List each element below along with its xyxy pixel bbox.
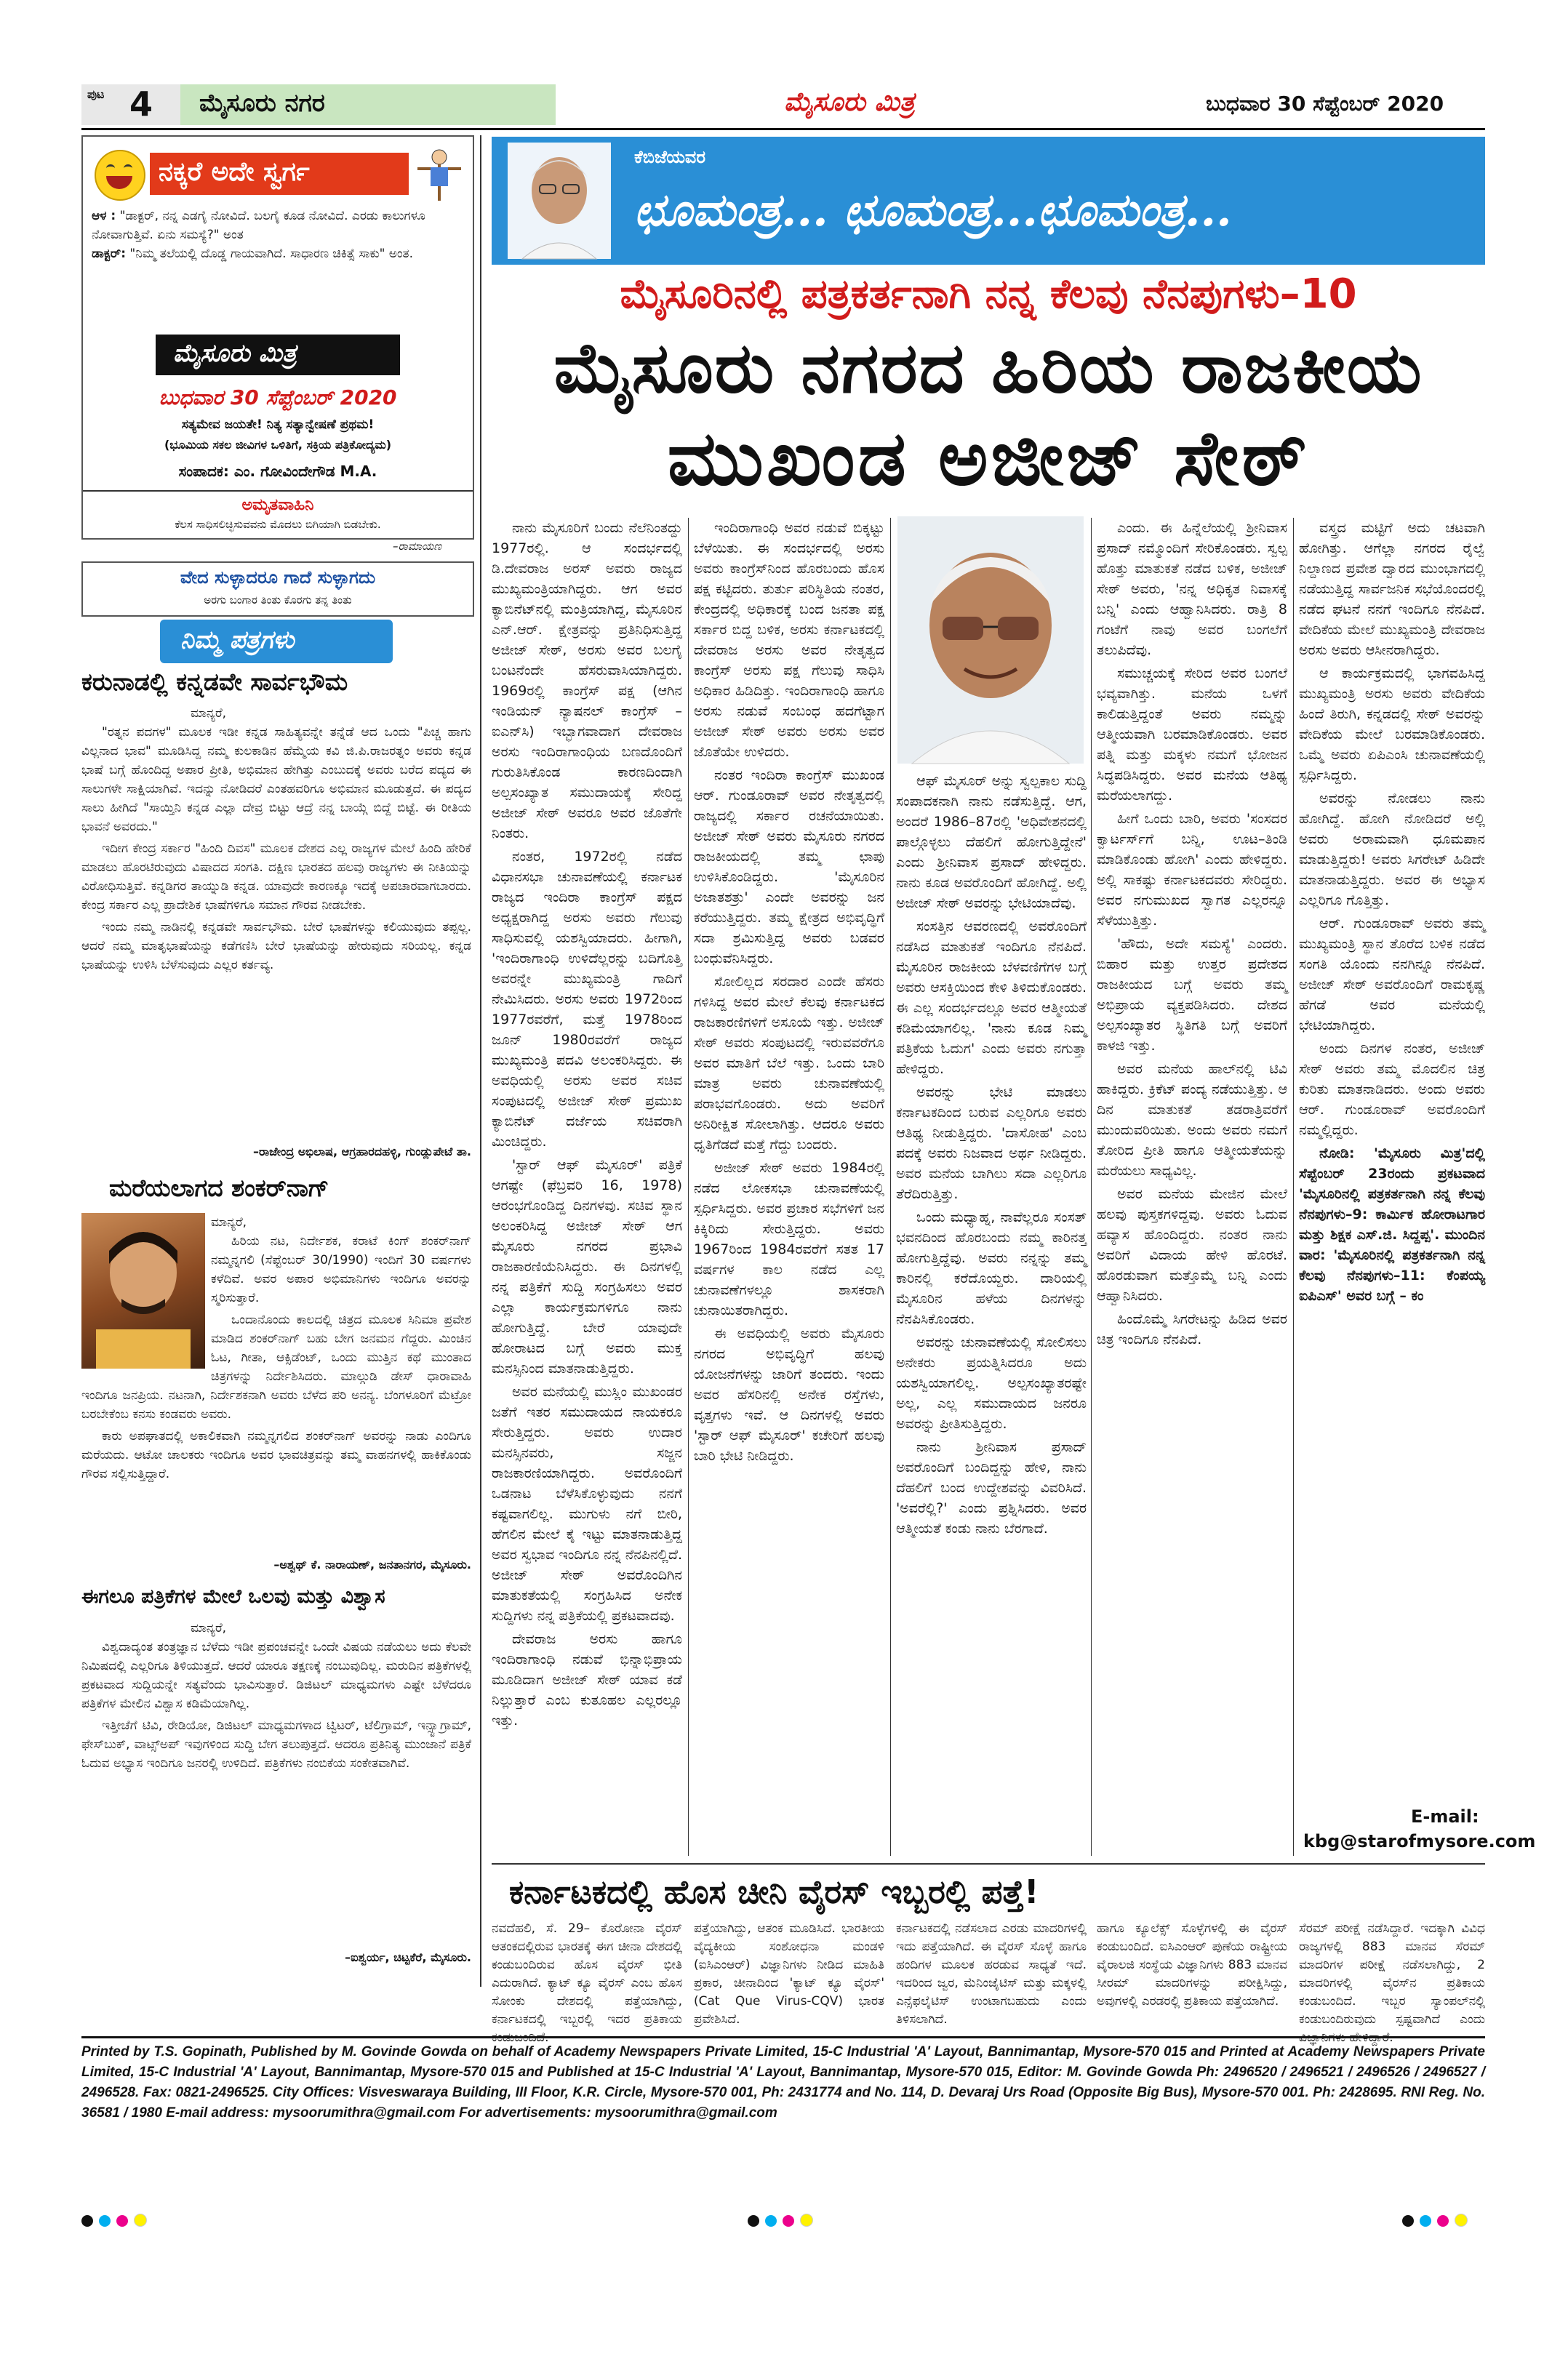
reg-dot-yellow (800, 2214, 813, 2227)
kbj-column-4 (1097, 518, 1287, 1856)
laugh-emoji-icon (95, 150, 145, 201)
letters-banner (160, 620, 393, 663)
joke-box-rule (83, 490, 473, 492)
amrutha-text: ಕೆಲಸ ಸಾಧಿಸಲಿಚ್ಛಿಸುವವನು ಮೊದಲು ಬಿಗಿಯಾಗಿ ಬಿಡಬೇಕು. (175, 518, 381, 531)
section-title: ಮೈಸೂರು ನಗರ (199, 89, 325, 118)
letter-1-p2: ಇದೀಗ ಕೇಂದ್ರ ಸರ್ಕಾರ "ಹಿಂದಿ ದಿವಸ" ಮೂಲಕ ದೇಶದ ಎಲ್ಲ ರಾಜ್ಯಗಳ ಮೇಲೆ ಹಿಂದಿ ಹೇರಿಕೆ ಮಾಡಲು ಹೊರಟಿರುವುದು ವಿಷಾದದ ಸಂಗತಿ. ದಕ್ಷಿಣ ಭಾರತದ ಹಲವು ರಾಜ್ಯಗಳು ಈ ನೀತಿಯನ್ನು ವಿರೋಧಿಸುತ್ತಿವೆ. ಕನ್ನಡಿಗರ ತಾಯ್ನುಡಿ ಕನ್ನಡ. ಯಾವುದೇ ಕಾರಣಕ್ಕೂ ಇದಕ್ಕೆ ಅಪಚಾರವಾಗಬಾರದು. ಕೇಂದ್ರ ಸರ್ಕಾರ ಎಲ್ಲ ಪ್ರಾದೇಶಿಕ ಭಾಷೆಗಳಿಗೂ ಸಮಾನ ಗೌರವ ನೀಡಬೇಕು. (81, 841, 471, 913)
letters-banner-text: ನಿಮ್ಮ ಪತ್ರಗಳು (180, 625, 295, 654)
kbj-c5-p2: ಆ ಕಾರ್ಯಕ್ರಮದಲ್ಲಿ ಭಾಗವಹಿಸಿದ್ದ ಮುಖ್ಯಮಂತ್ರಿ ಅರಸು ಅವರು ವೇದಿಕೆಯ ಹಿಂದೆ ತಿರುಗಿ, ಕನ್ನಡದಲ್ಲಿ ಸೇಠ್ ಅವರನ್ನು ವೇದಿಕೆಯ ಮೇಲೆ ಬರಮಾಡಿಕೊಂಡರು. ಒಮ್ಮೆ ಅವರು ಏಪಿಎಂಸಿ ಚುನಾವಣೆಯಲ್ಲಿ ಸ್ಪರ್ಧಿಸಿದ್ದರು. (1299, 665, 1485, 783)
kbj-c1-p3: 'ಸ್ಟಾರ್ ಆಫ್ ಮೈಸೂರ್' ಪತ್ರಿಕೆ ಆಗಷ್ಟೇ (ಫೆಬ್ರವರಿ 16, 1978) ಆರಂಭಗೊಂಡಿದ್ದ ದಿನಗಳವು. ಸಚಿವ ಸ್ಥಾನ ಅಲಂಕರಿಸಿದ್ದ ಅಜೀಜ್ ಸೇಠ್ ಆಗ ಮೈಸೂರು ನಗರದ ಪ್ರಭಾವಿ ರಾಜಕಾರಣಿಯೆನಿಸಿದ್ದರು. ಈ ದಿನಗಳಲ್ಲಿ ನನ್ನ ಪತ್ರಿಕೆಗೆ ಸುದ್ದಿ ಸಂಗ್ರಹಿಸಲು ಅವರ ಎಲ್ಲಾ ಕಾರ್ಯಕ್ರಮಗಳಿಗೂ ನಾನು ಹೋಗುತ್ತಿದ್ದೆ. ಬೇರೆ ಯಾವುದೇ ಹೋರಾಟದ ಬಗ್ಗೆ ಅವರು ಮುಕ್ತ ಮನಸ್ಸಿನಿಂದ ಮಾತನಾಡುತ್ತಿದ್ದರು. (492, 1157, 682, 1377)
kbj-column-1 (492, 518, 682, 1856)
virus-col-5: ಸೆರಮ್ ಪರೀಕ್ಷೆ ನಡೆಸಿದ್ದಾರೆ. ಇದಕ್ಕಾಗಿ ವಿವಿಧ ರಾಜ್ಯಗಳಲ್ಲಿ 883 ಮಾನವ ಸೆರಮ್ ಮಾದರಿಗಳ ಪರೀಕ್ಷೆ ನಡೆಸಲಾಗಿದ್ದು, 2 ಮಾದರಿಗಳಲ್ಲಿ ವೈರಸ್‌ನ ಪ್ರತಿಕಾಯ ಕಂಡುಬಂದಿದೆ. ಇಬ್ಬರ ಸ್ಯಾಂಪಲ್‌ನಲ್ಲಿ ಕಂಡುಬಂದಿರುವುದು ಸ್ಪಷ್ಟವಾಗಿದೆ ಎಂದು (1299, 1921, 1485, 2027)
kbj-c5-p1: ವಸ್ತ್ರದ ಮಟ್ಟಿಗೆ ಅದು ಚಟವಾಗಿ ಹೋಗಿತ್ತು. ಆಗೆಲ್ಲಾ ನಗರದ ರೈಲ್ವೆ ನಿಲ್ದಾಣದ ಪ್ರವೇಶ ದ್ವಾರದ ಮುಂಭಾಗದಲ್ಲಿ ನಡೆಯುತ್ತಿದ್ದ ಸಾರ್ವಜನಿಕ ಸಭೆಯೊಂದರಲ್ಲಿ ನಡೆದ ಘಟನೆ ನನಗೆ ಇಂದಿಗೂ ನೆನಪಿದೆ. ವೇದಿಕೆಯ ಮೇಲೆ ಮುಖ್ಯಮಂತ್ರಿ ದೇವರಾಜ ಅರಸು ಅವರು ಆಸೀನರಾಗಿದ್ದರು. (1299, 520, 1485, 658)
amrutha-source: –ರಾಮಾಯಣ (393, 540, 441, 553)
letter-3-sign: –ಐಶ್ವರ್ಯ, ಚಿಟ್ಟಕೆರೆ, ಮೈಸೂರು. (345, 1950, 471, 1964)
joke-line-1: ಆಳ : "ಡಾಕ್ಟರ್, ನನ್ನ ಎಡಗೈ ನೋವಿದೆ. ಬಲಗೈ ಕೂಡ ನೋವಿದೆ. ಎರಡು ಕಾಲುಗಳೂ ನೋವಾಗುತ್ತಿವೆ. ಏನು ಸಮಸ್ಯೆ?" ಅಂತ (92, 209, 425, 242)
reg-dot-yellow (134, 2214, 147, 2227)
kbj-c4-p6: ಅವರ ಮನೆಯ ಮೇಜಿನ ಮೇಲೆ ಹಲವು ಪುಸ್ತಕಗಳಿದ್ದವು. ಅವರು ಓದುವ ಹವ್ಯಾಸ ಹೊಂದಿದ್ದರು. ನಂತರ ನಾನು ಅವರಿಗೆ ವಿದಾಯ ಹೇಳಿ ಹೊರಟೆ. ಹೊರಡುವಾಗ ಮತ್ತೊಮ್ಮೆ ಬನ್ನಿ ಎಂದು ಆಹ್ವಾನಿಸಿದರು. (1097, 1186, 1287, 1304)
page-number-box (81, 84, 180, 125)
letter-3-title: ಈಗಲೂ ಪತ್ರಿಕೆಗಳ ಮೇಲೆ ಒಲವು ಮತ್ತು ವಿಶ್ವಾಸ (81, 1585, 385, 1608)
kbj-c5-p4: ಆರ್. ಗುಂಡೂರಾವ್ ಅವರು ತಮ್ಮ ಮುಖ್ಯಮಂತ್ರಿ ಸ್ಥಾನ ತೊರೆದ ಬಳಿಕ ನಡೆದ ಸಂಗತಿ ಯೊಂದು ನನಗಿನ್ನೂ ನೆನಪಿದೆ. ಅಜೀಜ್ ಸೇಠ್ ಅವರೊಂದಿಗೆ ರಾಮಕೃಷ್ಣ ಹೆಗಡೆ ಅವರ ಮನೆಯಲ್ಲಿ ಭೇಟಿಯಾಗಿದ್ದರು. (1299, 916, 1485, 1033)
letter-2-body (81, 1213, 471, 1555)
page-header (81, 84, 1485, 125)
motto-1: ಸತ್ಯಮೇವ ಜಯತೇ! ನಿತ್ಯ ಸತ್ಯಾನ್ವೇಷಣೆ ಪ್ರಥಮ! (181, 417, 375, 432)
virus-col-1: ನವದೆಹಲಿ, ಸೆ. 29– ಕೊರೋನಾ ವೈರಸ್ ಆತಂಕದಲ್ಲಿರುವ ಭಾರತಕ್ಕೆ ಈಗ ಚೀನಾ ದೇಶದಲ್ಲಿ ಕಂಡುಬಂದಿರುವ ಹೊಸ ವೈರಸ್ ಭೀತಿ ಎದುರಾಗಿದೆ. ಕ್ಯಾಟ್ ಕ್ಯೂ ವೈರಸ್ ಎಂಬ ಹೊಸ ಸೋಂಕು ದೇಶದಲ್ಲಿ ಪತ್ತೆಯಾಗಿದ್ದು, ಕರ್ನಾಟಕದಲ್ಲಿ ಇಬ್ಬರಲ್ಲಿ ಇದರ ಪ್ರತಿಕಾಯ (492, 1921, 682, 2027)
kbj-byline: ಕೆಬಿಜೆಯವರ (634, 147, 706, 167)
letter-1-p3: ಇಂದು ನಮ್ಮ ನಾಡಿನಲ್ಲಿ ಕನ್ನಡವೇ ಸಾರ್ವಭೌಮ. ಬೇರೆ ಭಾಷೆಗಳನ್ನು ಕಲಿಯುವುದು ತಪ್ಪಲ್ಲ. ಆದರೆ ನಮ್ಮ ಮಾತೃಭಾಷೆಯನ್ನು ಕಡೆಗಣಿಸಿ ಬೇರೆ ಭಾಷೆಯನ್ನು ಹೇರುವುದು ಸರಿಯಲ್ಲ. ಕನ್ನಡ ಭಾಷೆಯನ್ನು ಉಳಿಸಿ ಬೆಳೆಸುವುದು ಎಲ್ಲರ ಕರ್ತವ್ಯ. (81, 920, 471, 972)
reg-dot-yellow (1455, 2214, 1468, 2227)
reg-dot-cyan (1420, 2215, 1431, 2227)
letter-3-p2: ಇತ್ತೀಚೆಗೆ ಟಿವಿ, ರೇಡಿಯೋ, ಡಿಜಿಟಲ್ ಮಾಧ್ಯಮಗಳಾದ ಟ್ವಿಟರ್, ಟೆಲಿಗ್ರಾಮ್, ಇನ್ಸ್ಟಾಗ್ರಾಮ್, ಫೇಸ್‌ಬುಕ್, ವಾಟ್ಸ್‌ಅಪ್ ಇವುಗಳಿಂದ ಸುದ್ದಿ ಬೇಗ ತಲುಪುತ್ತದೆ. ಆದರೂ ಪ್ರತಿನಿತ್ಯ ಮುಂಜಾನೆ ಪತ್ರಿಕೆ ಓದುವ ಅಭ್ಯಾಸ ಇಂದಿಗೂ ಜನರಲ್ಲಿ ಉಳಿದಿದೆ. ಪತ್ರಿಕೆಗಳು ನಂಬಿಕೆಯ ಸಂಕೇತವಾಗಿವೆ. (81, 1718, 471, 1771)
reg-dot-magenta (1437, 2215, 1449, 2227)
veda-title: ವೇದ ಸುಳ್ಳಾದರೂ ಗಾದೆ ಸುಳ್ಳಾಗದು (180, 567, 376, 588)
imprint: Printed by T.S. Gopinath, Published by M. Govinde Gowda on behalf of Academy Newspapers Private Limited, 15-C Industrial 'A' Layout, Bannimantap, Mysore-570 015 and Printed at Academy Newspapers Private Limited, 15-C Industrial 'A' Layout, Bannimantap, Mysore-570 015 and Published at 15-C Industrial 'A' Layout, Bannimantap, Mysore-570 015, Editor: M. Govinde Gowda Ph: 2496520 / 2496521 / 2496526 / 2496527 / 2496528. Fax: 0821-2496525. City Offices: Visveswaraya Building, III Floor, K.R. Circle, Mysore-570 001, Ph: 2431774 and No. 114, D. Devaraj Urs Road (Opposite Big Bus), Mysore-570 001. Ph: 2428695. RNI Reg. No. 36581 / 1980 E-mail address: mysoorumithra@gmail.com For advertisements: mysoorumithra@gmail.com (81, 2044, 1485, 2121)
reg-dot-black (1402, 2215, 1414, 2227)
kbj-c5-p3: ಅವರನ್ನು ನೋಡಲು ನಾನು ಹೋಗಿದ್ದೆ. ಹೋಗಿ ನೋಡಿದರೆ ಅಲ್ಲಿ ಅವರು ಅರಾಮವಾಗಿ ಧೂಮಪಾನ ಮಾಡುತ್ತಿದ್ದರು! ಅವರು ಸಿಗರೇಟ್ ಹಿಡಿದೇ ಮಾತನಾಡುತ್ತಿದ್ದರು. ಅವರ ಈ ಅಭ್ಯಾಸ ಎಲ್ಲರಿಗೂ ಗೊತ್ತಿತ್ತು. (1299, 790, 1485, 908)
header-date: ಬುಧವಾರ 30 ಸೆಪ್ಟೆಂಬರ್ 2020 (1206, 92, 1444, 116)
letter-1-sign: –ರಾಜೇಂದ್ರ ಅಭಿಲಾಷ, ಆಗ್ರಹಾರದಹಳ್ಳಿ, ಗುಂಡ್ಲುಪೇಟೆ ತಾ. (253, 1145, 471, 1158)
kbj-column-2 (694, 518, 884, 1856)
kbj-column-5 (1299, 518, 1485, 1798)
kbj-c4-p7: ಹಿಂದೊಮ್ಮೆ ಸಿಗರೇಟನ್ನು ಹಿಡಿದ ಅವರ ಚಿತ್ರ ಇಂದಿಗೂ ನೆನಪಿದೆ. (1097, 1311, 1287, 1348)
letter-3-p1: ವಿಶ್ವದಾದ್ಯಂತ ತಂತ್ರಜ್ಞಾನ ಬೆಳೆದು ಇಡೀ ಪ್ರಪಂಚವನ್ನೇ ಒಂದೇ ವಿಷಯ ನಡೆಯಲು ಅದು ಕೆಲವೇ ನಿಮಿಷದಲ್ಲಿ ಎಲ್ಲರಿಗೂ ತಿಳಿಯುತ್ತದೆ. ಆದರೆ ಯಾರೂ ತಕ್ಷಣಕ್ಕೆ ನಂಬುವುದಿಲ್ಲ. ಮರುದಿನ ಪತ್ರಿಕೆಗಳಲ್ಲಿ ಪ್ರಕಟವಾದ ಸುದ್ದಿಯನ್ನೇ ಸತ್ಯವೆಂದು ಭಾವಿಸುತ್ತಾರೆ. ಡಿಜಿಟಲ್ ಮಾಧ್ಯಮಗಳು ಎಷ್ಟೇ ಬೆಳೆದರೂ ಪತ್ರಿಕೆಗಳ ಮೇಲಿನ ವಿಶ್ವಾಸ ಕಡಿಮೆಯಾಗಿಲ್ಲ. (81, 1640, 471, 1711)
joke-line-2: ಡಾಕ್ಟರ್: "ನಿಮ್ಮ ತಲೆಯಲ್ಲಿ ದೊಡ್ಡ ಗಾಯವಾಗಿದೆ. ಸಾಧಾರಣ ಚಿಕಿತ್ಸೆ ಸಾಕು" ಅಂತ. (92, 247, 413, 261)
letter-2-sign: –ಅಶ್ವಥ್ ಕೆ. ನಾರಾಯಣ್, ಜನತಾನಗರ, ಮೈಸೂರು. (273, 1558, 471, 1572)
virus-col-2: ಪತ್ತೆಯಾಗಿದ್ದು, ಆತಂಕ ಮೂಡಿಸಿದೆ. ಭಾರತೀಯ ವೈದ್ಯಕೀಯ ಸಂಶೋಧನಾ ಮಂಡಳಿ (ಐಸಿಎಂಆರ್) ವಿಜ್ಞಾನಿಗಳು ನೀಡಿದ ಮಾಹಿತಿ ಪ್ರಕಾರ, ಚೀನಾದಿಂದ 'ಕ್ಯಾಟ್ ಕ್ಯೂ ವೈರಸ್' (Cat Que Virus-CQV) ಭಾರತ ಪ್ರವೇಶಿಸಿದೆ. (694, 1921, 884, 2027)
kbj-c2-p3: ಸೋಲಿಲ್ಲದ ಸರದಾರ ಎಂದೇ ಹೆಸರು ಗಳಿಸಿದ್ದ ಅವರ ಮೇಲೆ ಕೆಲವು ಕರ್ನಾಟಕದ ರಾಜಕಾರಣಿಗಳಿಗೆ ಅಸೂಯೆ ಇತ್ತು. ಅಜೀಜ್ ಸೇಠ್ ಅವರು ಸಂಪುಟದಲ್ಲಿ ಇರುವವರೆಗೂ ಅವರ ಮಾತಿಗೆ ಬೆಲೆ ಇತ್ತು. ಒಂದು ಬಾರಿ ಮಾತ್ರ ಅವರು ಚುನಾವಣೆಯಲ್ಲಿ ಪರಾಭವಗೊಂಡರು. ಅದು ಅವರಿಗೆ ಅನಿರೀಕ್ಷಿತ ಸೋಲಾಗಿತ್ತು. ಆದರೂ ಅವರು ಧೃತಿಗೆಡದೆ ಮತ್ತೆ ಗೆದ್ದು ಬಂದರು. (694, 974, 884, 1153)
letter-1-body (81, 704, 471, 1140)
letter-2-title: ಮರೆಯಲಾಗದ ಶಂಕರ್‌ನಾಗ್ (109, 1174, 329, 1202)
kbj-rule-4 (1293, 518, 1294, 1856)
kbj-title-box (492, 137, 1485, 265)
kbj-c1-p2: ನಂತರ, 1972ರಲ್ಲಿ ನಡೆದ ವಿಧಾನಸಭಾ ಚುನಾವಣೆಯಲ್ಲಿ ಕರ್ನಾಟಕ ರಾಜ್ಯದ ಇಂದಿರಾ ಕಾಂಗ್ರೆಸ್ ಪಕ್ಷದ ಅಧ್ಯಕ್ಷರಾಗಿದ್ದ ಅರಸು ಅವರು ಗೆಲುವು ಸಾಧಿಸುವಲ್ಲಿ ಯಶಸ್ವಿಯಾದರು. ಹೀಗಾಗಿ, 'ಇಂದಿರಾಗಾಂಧಿ ಉಳಿದೆಲ್ಲರನ್ನು ಬದಿಗೊತ್ತಿ ಅವರನ್ನೇ ಮುಖ್ಯಮಂತ್ರಿ ಗಾದಿಗೆ ನೇಮಿಸಿದರು. ಅರಸು ಅವರು 1972ರಿಂದ 1977ರವರೆಗೆ, ಮತ್ತೆ 1978ರಿಂದ ಜೂನ್ 1980ರವರೆಗೆ ರಾಜ್ಯದ ಮುಖ್ಯಮಂತ್ರಿ ಪದವಿ ಅಲಂಕರಿಸಿದ್ದರು. ಈ ಅವಧಿಯಲ್ಲಿ ಅರಸು ಅವರ ಸಚಿವ ಸಂಪುಟದಲ್ಲಿ ಅಜೀಜ್ ಸೇಠ್ ಪ್ರಮುಖ ಕ್ಯಾಬಿನೆಟ್ ದರ್ಜೆಯ ಸಚಿವರಾಗಿ ಮಿಂಚಿದ್ದರು. (492, 849, 682, 1150)
mini-masthead-date: ಬುಧವಾರ 30 ಸೆಪ್ಟೆಂಬರ್ 2020 (159, 385, 397, 409)
page-number: 4 (129, 84, 153, 124)
photo-float-spacer (81, 1213, 211, 1372)
kbj-c1-p5: ದೇವರಾಜ ಅರಸು ಹಾಗೂ ಇಂದಿರಾಗಾಂಧಿ ನಡುವೆ ಭಿನ್ನಾಭಿಪ್ರಾಯ ಮೂಡಿದಾಗ ಅಜೀಜ್ ಸೇಠ್ ಯಾವ ಕಡೆ ನಿಲ್ಲುತ್ತಾರೆ ಎಂಬ ಕುತೂಹಲ ಎಲ್ಲರಲ್ಲೂ ಇತ್ತು. (492, 1631, 682, 1729)
kbj-column-3 (896, 771, 1087, 1856)
page-label: ಪುಟ (87, 87, 105, 101)
joke-title-bar (150, 153, 409, 195)
kbj-c4-p3: ಹೀಗೆ ಒಂದು ಬಾರಿ, ಅವರು 'ಸಂಸದರ ಕ್ವಾರ್ಟರ್ಸ್‌ಗೆ ಬನ್ನಿ, ಊಟ–ತಿಂಡಿ ಮಾಡಿಕೊಂಡು ಹೋಗಿ' ಎಂದು ಹೇಳಿದ್ದರು. ಅಲ್ಲಿ ಸಾಕಷ್ಟು ಕರ್ನಾಟಕದವರು ಸೇರಿದ್ದರು. ಅವರ ನಗುಮುಖದ ಸ್ವಾಗತ ಎಲ್ಲರನ್ನೂ ಸೆಳೆಯುತ್ತಿತ್ತು. (1097, 811, 1287, 929)
reg-dot-black (81, 2215, 93, 2227)
letter-1-salute: ಮಾನ್ಯರೆ, (191, 706, 227, 721)
kbj-c3-p1: ಆಫ್ ಮೈಸೂರ್ ಅನ್ನು ಸ್ವಲ್ಪಕಾಲ ಸುದ್ದಿ ಸಂಪಾದಕನಾಗಿ ನಾನು ನಡೆಸುತ್ತಿದ್ದೆ. ಆಗ, ಅಂದರೆ 1986–87ರಲ್ಲಿ 'ಅಧಿವೇಶನದಲ್ಲಿ ಪಾಲ್ಗೊಳ್ಳಲು ದೆಹಲಿಗೆ ಹೋಗುತ್ತಿದ್ದೇನೆ' ಎಂದು ಶ್ರೀನಿವಾಸ ಪ್ರಸಾದ್ ಹೇಳಿದ್ದರು. ನಾನು ಕೂಡ ಅವರೊಂದಿಗೆ ಹೋಗಿದ್ದೆ. ಅಲ್ಲಿ ಅಜೀಜ್ ಸೇಠ್ ಅವರನ್ನು ಭೇಟಿಯಾದೆವು. (896, 773, 1087, 911)
letter-2-p1: ಹಿರಿಯ ನಟ, ನಿರ್ದೇಶಕ, ಕರಾಟೆ ಕಿಂಗ್ ಶಂಕರ್‌ನಾಗ್ ನಮ್ಮನ್ನಗಲಿ (ಸೆಪ್ಟೆಂಬರ್ 30/1990) ಇಂದಿಗೆ 30 ವರ್ಷಗಳು ಕಳೆದಿವೆ. ಅವರ ಅಪಾರ ಅಭಿಮಾನಿಗಳು ಇಂದಿಗೂ ಅವರನ್ನು ಸ್ಮರಿಸುತ್ತಾರೆ. (211, 1234, 471, 1305)
virus-headline: ಕರ್ನಾಟಕದಲ್ಲಿ ಹೊಸ ಚೀನಿ ವೈರಸ್ ಇಬ್ಬರಲ್ಲಿ ಪತ್ತೆ! (509, 1873, 1039, 1911)
kbj-c3-p6: ನಾನು ಶ್ರೀನಿವಾಸ ಪ್ರಸಾದ್ ಅವರೊಂದಿಗೆ ಬಂದಿದ್ದನ್ನು ಹೇಳಿ, ನಾನು ದೆಹಲಿಗೆ ಬಂದ ಉದ್ದೇಶವನ್ನು ವಿವರಿಸಿದೆ. 'ಅವರೆಲ್ಲಿ?' ಎಂದು ಪ್ರಶ್ನಿಸಿದರು. ಅವರ ಆತ್ಮೀಯತೆ ಕಂಡು ನಾನು ಬೆರಗಾದೆ. (896, 1439, 1087, 1537)
reg-dot-black (748, 2215, 759, 2227)
footer-rule (81, 2036, 1485, 2038)
headline-line-2: ಮುಖಂಡ ಅಜೀಜ್ ಸೇಠ್ (667, 414, 1310, 503)
aziz-sait-photo (897, 516, 1084, 764)
registration-dots-right (1402, 2214, 1473, 2230)
mini-masthead (156, 335, 400, 375)
reg-dot-magenta (783, 2215, 794, 2227)
kbj-c2-p2: ನಂತರ ಇಂದಿರಾ ಕಾಂಗ್ರೆಸ್ ಮುಖಂಡ ಆರ್. ಗುಂಡೂರಾವ್ ಅವರ ನೇತೃತ್ವದಲ್ಲಿ ರಾಜ್ಯದಲ್ಲಿ ಸರ್ಕಾರ ರಚನೆಯಾಯಿತು. ಅಜೀಜ್ ಸೇಠ್ ಅವರು ಮೈಸೂರು ನಗರದ ರಾಜಕೀಯದಲ್ಲಿ ತಮ್ಮ ಛಾಪು ಉಳಿಸಿಕೊಂಡಿದ್ದರು. 'ಮೈಸೂರಿನ ಅಜಾತಶತ್ರು' ಎಂದೇ ಅವರನ್ನು ಜನ ಕರೆಯುತ್ತಿದ್ದರು. ತಮ್ಮ ಕ್ಷೇತ್ರದ ಅಭಿವೃದ್ಧಿಗೆ ಸದಾ ಶ್ರಮಿಸುತ್ತಿದ್ದ ಅವರು ಬಡವರ ಬಂಧುವೆನಿಸಿದ್ದರು. (694, 767, 884, 966)
letter-2-p2: ಒಂದಾನೊಂದು ಕಾಲದಲ್ಲಿ ಚಿತ್ರದ ಮೂಲಕ ಸಿನಿಮಾ ಪ್ರವೇಶ ಮಾಡಿದ ಶಂಕರ್‌ನಾಗ್ ಬಹು ಬೇಗ ಜನಮನ ಗೆದ್ದರು. ಮಿಂಚಿನ ಓಟ, ಗೀತಾ, ಆಕ್ಸಿಡೆಂಟ್, ಒಂದು ಮುತ್ತಿನ ಕಥೆ ಮುಂತಾದ ಚಿತ್ರಗಳನ್ನು ನಿರ್ದೇಶಿಸಿದರು. ಮಾಲ್ಗುಡಿ ಡೇಸ್ ಧಾರಾವಾಹಿ ಇಂದಿಗೂ ಜನಪ್ರಿಯ. ನಟನಾಗಿ, ನಿರ್ದೇಶಕನಾಗಿ ಅವರು ಬೆಳೆದ ಪರಿ ಅನನ್ಯ. ಬೆಂಗಳೂರಿಗೆ ಮೆಟ್ರೋ ಬರಬೇಕೆಂಬ ಕನಸು ಕಂಡವರು ಅವರು. (81, 1313, 471, 1422)
kbj-column-title: ಛೂಮಂತ್ರ... ಛೂಮಂತ್ರ...ಛೂಮಂತ್ರ... (634, 183, 1232, 236)
mini-masthead-logo: ಮೈಸೂರು ಮಿತ್ರ (173, 339, 297, 368)
reg-dot-cyan (765, 2215, 777, 2227)
headline-line-1: ಮೈಸೂರು ನಗರದ ಹಿರಿಯ ರಾಜಕೀಯ (553, 327, 1423, 409)
letter-1-p1: "ರತ್ನನ ಪದಗಳ" ಮೂಲಕ ಇಡೀ ಕನ್ನಡ ಸಾಹಿತ್ಯವನ್ನೇ ತನ್ನೆಡೆ ಆದ ಒಂದು "ಪಿಚ್ಚ ಹಾಗು ವಿಲ್ಲನಾದ ಭಾವ" ಮೂಡಿಸಿದ್ದ ನಮ್ಮ ಕುಲಕಾಡಿನ ಹೆಮ್ಮೆಯ ಕವಿ ಜಿ.ಪಿ.ರಾಜರತ್ನಂ ಅವರು ಕನ್ನಡ ಭಾಷೆ ಬಗ್ಗೆ ಹೊಂದಿದ್ದ ಅಪಾರ ಪ್ರೀತಿ, ಅಭಿಮಾನ ಹೇಗಿತ್ತು ಎಂಬುದಕ್ಕೆ ಅವರು ಬರೆದ ಪದ್ಯದ ಈ ಸಾಲುಗಳೇ ಸಾಕ್ಷಿಯಾಗಿವೆ. ಇದನ್ನು ನೋಡಿದರೆ ಎಂತಹವರಿಗೂ ಅಭಿಮಾನ ಮೂಡುತ್ತದೆ. ಈ ಪದ್ಯದ ಸಾಲು ಹೀಗಿದೆ "ಸಾ‌ಯ್ತಿನಿ ಕನ್ನಡ ಎಲ್ಲಾ ದೇವ್ರ ಬಿಟ್ಟು ಆದ್ರೆ ನನ್ನ ಬಾಯ್ಗೆ ಬಿದ್ದೆ ಬಿಟ್ಟೆ. ಈ ರೀತಿಯ ಭಾವನೆ ಅವರದು." (81, 725, 471, 834)
kbj-c2-p1: ಇಂದಿರಾಗಾಂಧಿ ಅವರ ನಡುವೆ ಬಿಕ್ಕಟ್ಟು ಬೆಳೆಯಿತು. ಈ ಸಂದರ್ಭದಲ್ಲಿ ಅರಸು ಅವರು ಕಾಂಗ್ರೆಸ್‌ನಿಂದ ಹೊರಬಂದು ಹೊಸ ಪಕ್ಷ ಕಟ್ಟಿದರು. ತುರ್ತು ಪರಿಸ್ಥಿತಿಯ ನಂತರ, ಕೇಂದ್ರದಲ್ಲಿ ಅಧಿಕಾರಕ್ಕೆ ಬಂದ ಜನತಾ ಪಕ್ಷ ಸರ್ಕಾರ ಬಿದ್ದ ಬಳಿಕ, ಅರಸು ಕರ್ನಾಟಕದಲ್ಲಿ ದೇವರಾಜ ಅರಸು ಅವರ ನೇತೃತ್ವದ ಕಾಂಗ್ರೆಸ್ ಅರಸು ಪಕ್ಷ ಗೆಲುವು ಸಾಧಿಸಿ ಅಧಿಕಾರ ಹಿಡಿದಿತ್ತು. ಇಂದಿರಾಗಾಂಧಿ ಹಾಗೂ ಅರಸು ನಡುವೆ ಸಂಬಂಧ ಹದಗೆಟ್ಟಾಗ ಅಜೀಜ್ ಸೇಠ್ ಅವರು ಅರಸು ಅವರ ಜೊತೆಯೇ ಉಳಿದರು. (694, 520, 884, 760)
kbj-c1-p1: ನಾನು ಮೈಸೂರಿಗೆ ಬಂದು ನೆಲೆನಿಂತದ್ದು 1977ರಲ್ಲಿ. ಆ ಸಂದರ್ಭದಲ್ಲಿ ಡಿ.ದೇವರಾಜ ಅರಸ್ ಅವರು ರಾಜ್ಯದ ಮುಖ್ಯಮಂತ್ರಿಯಾಗಿದ್ದರು. ಆಗ ಅವರ ಕ್ಯಾಬಿನೆಟ್‌ನಲ್ಲಿ ಮಂತ್ರಿಯಾಗಿದ್ದ, ಮೈಸೂರಿನ ಎನ್.ಆರ್. ಕ್ಷೇತ್ರವನ್ನು ಪ್ರತಿನಿಧಿಸುತ್ತಿದ್ದ ಅಜೀಜ್ ಸೇಠ್, ಅರಸು ಅವರ ಬಲಗೈ ಬಂಟನೆಂದೇ ಹೆಸರುವಾಸಿಯಾಗಿದ್ದರು. 1969ರಲ್ಲಿ ಕಾಂಗ್ರೆಸ್ ಪಕ್ಷ (ಆಗಿನ ಇಂಡಿಯನ್ ನ್ಯಾಷನಲ್ ಕಾಂಗ್ರೆಸ್ – ಐಎನ್‌ಸಿ) ಇಬ್ಭಾಗವಾದಾಗ ದೇವರಾಜ ಅರಸು ಇಂದಿರಾಗಾಂಧಿಯ ಬಣದೊಂದಿಗೆ ಗುರುತಿಸಿಕೊಂಡ ಕಾರಣದಿಂದಾಗಿ ಅಲ್ಪಸಂಖ್ಯಾತ ಸಮುದಾಯಕ್ಕೆ ಸೇರಿದ್ದ ಅಜೀಜ್ ಸೇಠ್ ಅವರೂ ಅವರ ಜೊತೆಗೇ ನಿಂತರು. (492, 520, 682, 841)
kbj-rule-3 (1091, 518, 1092, 1856)
masthead-logo: ಮೈಸೂರು ಮಿತ್ರ (784, 87, 915, 117)
kbj-c1-p4: ಅವರ ಮನೆಯಲ್ಲಿ ಮುಸ್ಲಿಂ ಮುಖಂಡರ ಜತೆಗೆ ಇತರ ಸಮುದಾಯದ ನಾಯಕರೂ ಸೇರುತ್ತಿದ್ದರು. ಅವರು ಉದಾರ ಮನಸ್ಸಿನವರು, ಸಜ್ಜನ ರಾಜಕಾರಣಿಯಾಗಿದ್ದರು. ಅವರೊಂದಿಗೆ ಒಡನಾಟ ಬೆಳೆಸಿಕೊಳ್ಳುವುದು ನನಗೆ ಕಷ್ಟವಾಗಲಿಲ್ಲ. ಮುಗುಳು ನಗೆ ಬೀರಿ, ಹೆಗಲಿನ ಮೇಲೆ ಕೈ ಇಟ್ಟು ಮಾತನಾಡುತ್ತಿದ್ದ ಅವರ ಸ್ವಭಾವ ಇಂದಿಗೂ ನನ್ನ ನೆನಪಿನಲ್ಲಿದೆ. ಅಜೀಜ್ ಸೇಠ್ ಅವರೊಂದಿಗಿನ ಮಾತುಕತೆಯಲ್ಲಿ ಸಂಗ್ರಹಿಸಿದ ಅನೇಕ ಸುದ್ದಿಗಳು ನನ್ನ ಪತ್ರಿಕೆಯಲ್ಲಿ ಪ್ರಕಟವಾದವು. (492, 1384, 682, 1624)
left-column-rule (480, 135, 481, 1987)
joke-text (92, 207, 463, 263)
kbj-c3-p4: ಒಂದು ಮಧ್ಯಾಹ್ನ, ನಾವೆಲ್ಲರೂ ಸಂಸತ್ ಭವನದಿಂದ ಹೊರಬಂದು ನಮ್ಮ ಕಾರಿನತ್ತ ಹೋಗುತ್ತಿದ್ದೆವು. ಅವರು ನನ್ನನ್ನು ತಮ್ಮ ಕಾರಿನಲ್ಲಿ ಕರೆದೊಯ್ದರು. ದಾರಿಯಲ್ಲಿ ಮೈಸೂರಿನ ಹಳೆಯ ದಿನಗಳನ್ನು ನೆನಪಿಸಿಕೊಂಡರು. (896, 1209, 1087, 1327)
reg-dot-cyan (99, 2215, 111, 2227)
email-link[interactable]: kbg@starofmysore.com (1303, 1831, 1536, 1851)
motto-2: (ಭೂಮಿಯ ಸಕಲ ಜೀವಿಗಳ ಒಳಿತಿಗೆ, ಸಕ್ರಿಯ ಪತ್ರಿಕೋದ್ಯಮ) (164, 438, 392, 452)
virus-col-4: ಹಾಗೂ ಕ್ಯೂಲೆಕ್ಸ್ ಸೊಳ್ಳೆಗಳಲ್ಲಿ ಈ ವೈರಸ್ ಕಂಡುಬಂದಿದೆ. ಐಸಿಎಂಆರ್ ಪುಣೆಯ ರಾಷ್ಟ್ರೀಯ ವೈರಾಲಜಿ ಸಂಸ್ಥೆಯ ವಿಜ್ಞಾನಿಗಳು 883 ಮಾನವ ಸೀರಮ್ ಮಾದರಿಗಳನ್ನು ಪರೀಕ್ಷಿಸಿದ್ದು, ಅವುಗಳಲ್ಲಿ ಎರಡರಲ್ಲಿ ಪ್ರತಿಕಾಯ ಪತ್ತೆಯಾಗಿದೆ. (1097, 1921, 1287, 2009)
letter-3-body (81, 1619, 471, 1946)
section-title-box (180, 84, 556, 125)
kbj-bottom-rule (492, 1863, 1485, 1865)
veda-box (81, 561, 474, 617)
virus-col-3: ಕರ್ನಾಟಕದಲ್ಲಿ ನಡೆಸಲಾದ ಎರಡು ಮಾದರಿಗಳಲ್ಲಿ ಇದು ಪತ್ತೆಯಾಗಿದೆ. ಈ ವೈರಸ್ ಸೊಳ್ಳೆ ಹಾಗೂ ಹಂದಿಗಳ ಮೂಲಕ ಹರಡುವ ಸಾಧ್ಯತೆ ಇದೆ. ಇದರಿಂದ ಜ್ವರ, ಮೆನಿಂಜೈಟಿಸ್ ಮತ್ತು ಮಕ್ಕಳಲ್ಲಿ ಎನ್ಸೆಫಲೈಟಿಸ್ ಉಂಟಾಗಬಹುದು ಎಂದು ತಿಳಿಸಲಾಗಿದೆ. (896, 1921, 1087, 2027)
series-title: ಮೈಸೂರಿನಲ್ಲಿ ಪತ್ರಕರ್ತನಾಗಿ ನನ್ನ ಕೆಲವು ನೆನಪುಗಳು–10 (620, 271, 1357, 318)
kbj-c3-p2: ಸಂಸತ್ತಿನ ಆವರಣದಲ್ಲಿ ಅವರೊಂದಿಗೆ ನಡೆಸಿದ ಮಾತುಕತೆ ಇಂದಿಗೂ ನೆನಪಿದೆ. ಮೈಸೂರಿನ ರಾಜಕೀಯ ಬೆಳವಣಿಗೆಗಳ ಬಗ್ಗೆ ಅವರು ಆಸಕ್ತಿಯಿಂದ ಕೇಳಿ ತಿಳಿದುಕೊಂಡರು. ಈ ಎಲ್ಲ ಸಂದರ್ಭದಲ್ಲೂ ಅವರ ಆತ್ಮೀಯತೆ ಕಡಿಮೆಯಾಗಲಿಲ್ಲ. 'ನಾನು ಕೂಡ ನಿಮ್ಮ ಪತ್ರಿಕೆಯ ಓದುಗ' ಎಂದು ಅವರು ನಗುತ್ತಾ ಹೇಳಿದ್ದರು. (896, 918, 1087, 1077)
kbj-c3-p3: ಅವರನ್ನು ಭೇಟಿ ಮಾಡಲು ಕರ್ನಾಟಕದಿಂದ ಬರುವ ಎಲ್ಲರಿಗೂ ಅವರು ಆತಿಥ್ಯ ನೀಡುತ್ತಿದ್ದರು. 'ದಾಸೋಹ' ಎಂಬ ಪದಕ್ಕೆ ಅವರು ನಿಜವಾದ ಅರ್ಥ ನೀಡಿದ್ದರು. ಅವರ ಮನೆಯ ಬಾಗಿಲು ಸದಾ ಎಲ್ಲರಿಗೂ ತೆರೆದಿರುತ್ತಿತ್ತು. (896, 1084, 1087, 1202)
registration-dots-center (748, 2214, 819, 2230)
editor-line: ಸಂಪಾದಕ: ಎಂ. ಗೋವಿಂದೇಗೌಡ M.A. (178, 463, 377, 480)
kbj-c4-p5: ಅವರ ಮನೆಯ ಹಾಲ್‌ನಲ್ಲಿ ಟಿವಿ ಹಾಕಿದ್ದರು. ಕ್ರಿಕೆಟ್ ಪಂದ್ಯ ನಡೆಯುತ್ತಿತ್ತು. ಆ ದಿನ ಮಾತುಕತೆ ತಡರಾತ್ರಿವರೆಗೆ ಮುಂದುವರಿಯಿತು. ಅಂದು ಅವರು ನಮಗೆ ತೋರಿದ ಪ್ರೀತಿ ಹಾಗೂ ಆತ್ಮೀಯತೆಯನ್ನು ಮರೆಯಲು ಸಾಧ್ಯವಿಲ್ಲ. (1097, 1061, 1287, 1179)
reg-dot-magenta (116, 2215, 128, 2227)
kbj-c5-p6: ನೋಡಿ: 'ಮೈಸೂರು ಮಿತ್ರ'ದಲ್ಲಿ ಸೆಪ್ಟೆಂಬರ್ 23ರಂದು ಪ್ರಕಟವಾದ 'ಮೈಸೂರಿನಲ್ಲಿ ಪತ್ರಕರ್ತನಾಗಿ ನನ್ನ ಕೆಲವು ನೆನಪುಗಳು–9: ಕಾರ್ಮಿಕ ಹೋರಾಟಗಾರ ಮತ್ತು ಶಿಕ್ಷಕ ಎಸ್.ಜಿ. ಸಿದ್ದಪ್ಪ'. ಮುಂದಿನ ವಾರ: 'ಮೈಸೂರಿನಲ್ಲಿ ಪತ್ರಕರ್ತನಾಗಿ ನನ್ನ ಕೆಲವು ನೆನಪುಗಳು–11: ಕೆಂಪಯ್ಯ ಐಪಿಎಸ್' ಅವರ ಬಗ್ಗೆ – ಕಂ (1299, 1145, 1485, 1304)
letter-1-title: ಕರುನಾಡಲ್ಲಿ ಕನ್ನಡವೇ ಸಾರ್ವಭೌಮ (81, 668, 348, 696)
scarecrow-icon (415, 147, 464, 202)
kbj-c4-p4: 'ಹೌದು, ಅದೇ ಸಮಸ್ಯೆ' ಎಂದರು. ಬಿಹಾರ ಮತ್ತು ಉತ್ತರ ಪ್ರದೇಶದ ರಾಜಕೀಯದ ಬಗ್ಗೆ ಅವರು ತಮ್ಮ ಅಭಿಪ್ರಾಯ ವ್ಯಕ್ತಪಡಿಸಿದರು. ದೇಶದ ಅಲ್ಪಸಂಖ್ಯಾತರ ಸ್ಥಿತಿಗತಿ ಬಗ್ಗೆ ಅವರಿಗೆ ಕಾಳಜಿ ಇತ್ತು. (1097, 936, 1287, 1054)
joke-box (81, 135, 474, 540)
kbj-c2-p4: ಅಜೀಜ್ ಸೇಠ್ ಅವರು 1984ರಲ್ಲಿ ನಡೆದ ಲೋಕಸಭಾ ಚುನಾವಣೆಯಲ್ಲಿ ಸ್ಪರ್ಧಿಸಿದ್ದರು. ಅವರ ಪ್ರಚಾರ ಸಭೆಗಳಿಗೆ ಜನ ಕಿಕ್ಕಿರಿದು ಸೇರುತ್ತಿದ್ದರು. ಅವರು 1967ರಿಂದ 1984ರವರೆಗೆ ಸತತ 17 ವರ್ಷಗಳ ಕಾಲ ನಡೆದ ಎಲ್ಲ ಚುನಾವಣೆಗಳಲ್ಲೂ ಶಾಸಕರಾಗಿ ಚುನಾಯಿತರಾಗಿದ್ದರು. (694, 1160, 884, 1318)
kbj-rule-2 (890, 518, 891, 1856)
kbj-photo (508, 143, 611, 259)
kbj-c3-p5: ಅವರನ್ನು ಚುನಾವಣೆಯಲ್ಲಿ ಸೋಲಿಸಲು ಅನೇಕರು ಪ್ರಯತ್ನಿಸಿದರೂ ಅದು ಯಶಸ್ವಿಯಾಗಲಿಲ್ಲ. ಅಲ್ಪಸಂಖ್ಯಾತರಷ್ಟೇ ಅಲ್ಲ, ಎಲ್ಲ ಸಮುದಾಯದ ಜನರೂ ಅವರನ್ನು ಪ್ರೀತಿಸುತ್ತಿದ್ದರು. (896, 1334, 1087, 1432)
kbj-rule-1 (688, 518, 689, 1856)
kbj-c2-p5: ಈ ಅವಧಿಯಲ್ಲಿ ಅವರು ಮೈಸೂರು ನಗರದ ಅಭಿವೃದ್ಧಿಗೆ ಹಲವು ಯೋಜನೆಗಳನ್ನು ಜಾರಿಗೆ ತಂದರು. ಇಂದು ಅವರ ಹೆಸರಿನಲ್ಲಿ ಅನೇಕ ರಸ್ತೆಗಳು, ವೃತ್ತಗಳು ಇವೆ. ಆ ದಿನಗಳಲ್ಲಿ ಅವರು 'ಸ್ಟಾರ್ ಆಫ್ ಮೈಸೂರ್' ಕಚೇರಿಗೆ ಹಲವು ಬಾರಿ ಭೇಟಿ ನೀಡಿದ್ದರು. (694, 1326, 884, 1464)
registration-dots-left (81, 2214, 153, 2230)
letter-2-salute: ಮಾನ್ಯರೆ, (211, 1215, 247, 1230)
letter-3-salute: ಮಾನ್ಯರೆ, (191, 1621, 227, 1636)
email-label: E-mail: (1411, 1806, 1479, 1827)
kbj-c4-p1: ಎಂದು. ಈ ಹಿನ್ನೆಲೆಯಲ್ಲಿ ಶ್ರೀನಿವಾಸ ಪ್ರಸಾದ್ ನಮ್ಮೊಂದಿಗೆ ಸೇರಿಕೊಂಡರು. ಸ್ವಲ್ಪ ಹೊತ್ತು ಮಾತುಕತೆ ನಡೆದ ಬಳಿಕ, ಅಜೀಜ್ ಸೇಠ್ ಅವರು, 'ನನ್ನ ಅಧಿಕೃತ ನಿವಾಸಕ್ಕೆ ಬನ್ನಿ' ಎಂದು ಆಹ್ವಾನಿಸಿದರು. ರಾತ್ರಿ 8 ಗಂಟೆಗೆ ನಾವು ಅವರ ಬಂಗಲೆಗೆ ತಲುಪಿದೆವು. (1097, 520, 1287, 658)
veda-text: ಅರಗು ಬಂಗಾರ ತಿಂತು ಕೊರಗು ತನ್ನ ತಿಂತು (204, 593, 352, 606)
letter-2-p3: ಕಾರು ಅಪಘಾತದಲ್ಲಿ ಅಕಾಲಿಕವಾಗಿ ನಮ್ಮನ್ನಗಲಿದ ಶಂಕರ್‌ನಾಗ್ ಅವರನ್ನು ನಾಡು ಎಂದಿಗೂ ಮರೆಯದು. ಆಟೋ ಚಾಲಕರು ಇಂದಿಗೂ ಅವರ ಭಾವಚಿತ್ರವನ್ನು ತಮ್ಮ ವಾಹನಗಳಲ್ಲಿ ಹಾಕಿಕೊಂಡು ಗೌರವ ಸಲ್ಲಿಸುತ್ತಿದ್ದಾರೆ. (81, 1429, 471, 1481)
header-rule (81, 128, 1485, 130)
amrutha-title: ಅಮೃತವಾಹಿನಿ (241, 496, 314, 514)
joke-title: ನಕ್ಕರೆ ಅದೇ ಸ್ವರ್ಗ (159, 157, 310, 187)
kbj-c5-p5: ಅಂದು ದಿನಗಳ ನಂತರ, ಅಜೀಜ್ ಸೇಠ್ ಅವರು ತಮ್ಮ ಮೊದಲಿನ ಚಿತ್ರ ಕುರಿತು ಮಾತನಾಡಿದರು. ಅಂದು ಅವರು ಆರ್. ಗುಂಡೂರಾವ್ ಅವರೊಂದಿಗೆ ನಮ್ಮಲ್ಲಿದ್ದರು. (1299, 1041, 1485, 1138)
kbj-c4-p2: ಸಮುಚ್ಚಯಕ್ಕೆ ಸೇರಿದ ಅವರ ಬಂಗಲೆ ಭವ್ಯವಾಗಿತ್ತು. ಮನೆಯ ಒಳಗೆ ಕಾಲಿಡುತ್ತಿದ್ದಂತೆ ಅವರು ನಮ್ಮನ್ನು ಆತ್ಮೀಯವಾಗಿ ಬರಮಾಡಿಕೊಂಡರು. ಅವರ ಪತ್ನಿ ಮತ್ತು ಮಕ್ಕಳು ನಮಗೆ ಭೋಜನ ಸಿದ್ಧಪಡಿಸಿದ್ದರು. ಅವರ ಮನೆಯ ಆತಿಥ್ಯ ಮರೆಯಲಾಗದ್ದು. (1097, 665, 1287, 804)
